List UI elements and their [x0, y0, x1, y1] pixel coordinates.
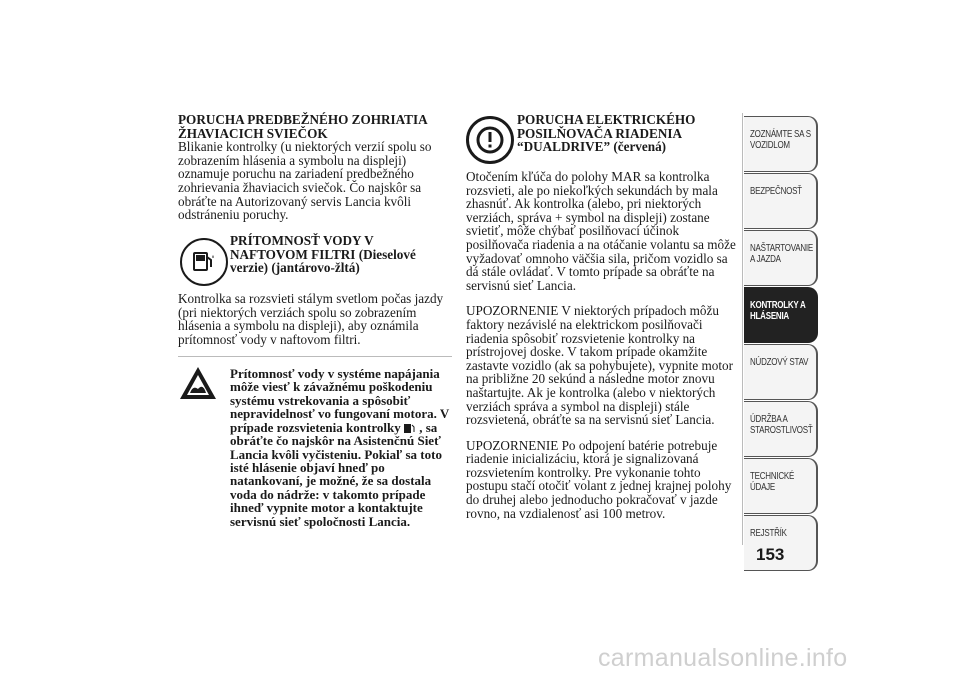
water-filter-block: [178, 292, 452, 346]
steering-warning-icon: [466, 116, 514, 164]
tab-nastartovanie[interactable]: [744, 230, 818, 286]
water-filter-text: Kontrolka sa rozsvieti stálym svetlom počas jazdy (pri niektorých verziách spolu so zobrazením hlásenia a symbolu na displeji), aby oznámila prítomnosť vody v naftovom filtri.: [178, 291, 444, 347]
tab-bezpecnost[interactable]: [744, 173, 818, 229]
tab-label: BEZPEČNOSŤ: [750, 186, 802, 197]
warning-box: [178, 356, 452, 528]
glow-plug-text: Blikanie kontrolky (u niektorých verzií spolu so zobrazením hlásenia a symbolu na displeji) oznamuje poruchu na zariadení predbežného zohrievania žhaviacich sviečok. Čo najskôr sa obráťte na Autorizovaný servis Lancia kvôli odstráneniu poruchy.: [178, 139, 432, 223]
steering-text-3: UPOZORNENIE Po odpojení batérie potrebuje riadenie inicializáciu, ktorá je signalizovaná rozsvietením kontrolky. Pre vykonanie tohto postupu stačí otočiť volant z jednej krajnej polohy do druhej alebo jednoducho pokračovať v jazde rovno, na vzdialenosť asi 100 metrov.: [466, 437, 732, 521]
tabs-divider: [742, 113, 743, 545]
tab-kontrolky[interactable]: [744, 287, 818, 343]
tab-label: NAŠTARTOVANIE A JAZDA: [750, 243, 813, 265]
warning-text-part-b: , sa obráťte čo najskôr na Asistenčnú Sieť Lancia kvôli vyčisteniu. Pokiaľ sa toto isté hlásenie objaví hneď po natankovaní, je možné, že sa dostala voda do nádrže: v takomto prípade ihneď vypnite motor a kontaktujte servisnú sieť spoločnosti Lancia.: [230, 419, 442, 529]
warning-text-a: [178, 367, 452, 528]
water-filter-heading: PRÍTOMNOSŤ VODY V NAFTOVOM FILTRI (Dieselové verzie) (jantárovo-žltá): [230, 233, 416, 276]
chapter-tabs: [744, 116, 818, 572]
tab-label: KONTROLKY A HLÁSENIA: [750, 300, 806, 322]
tab-zoznamte[interactable]: [744, 116, 818, 172]
tab-technicke[interactable]: [744, 458, 818, 514]
steering-heading: PORUCHA ELEKTRICKÉHO POSILŇOVAČA RIADENIA “DUALDRIVE” (červená): [517, 112, 696, 155]
glow-plug-heading: PORUCHA PREDBEŽNÉHO ZOHRIATIA ŽHAVIACICH SVIEČOK: [178, 112, 427, 141]
tab-label: TECHNICKÉ ÚDAJE: [750, 471, 795, 493]
water-filter-heading-block: [230, 234, 450, 275]
tab-nudzovy[interactable]: [744, 344, 818, 400]
watermark: carmanualsonline.info: [598, 644, 848, 672]
tab-label: NÚDZOVÝ STAV: [750, 357, 809, 368]
warning-text-part-a: Prítomnosť vody v systéme napájania môže viesť k závažnému poškodeniu systému vstrekovania a spôsobiť nepravidelnosť vo fungovaní motora. V prípade rozsvietenia kontrolky: [230, 366, 450, 435]
middle-column: [466, 170, 736, 520]
tab-udrzba[interactable]: [744, 401, 818, 457]
steering-heading-block: [517, 113, 737, 154]
page-number: 153: [756, 545, 785, 564]
left-column: [178, 113, 452, 222]
tab-label: REJSTŘÍK: [750, 528, 787, 539]
steering-text-1: Otočením kľúča do polohy MAR sa kontrolka rozsvieti, ale po niekoľkých sekundách by mala zhasnúť. Ak kontrolka (alebo, pri niektorých verziách, správa + symbol na displeji) zostane svietiť, môže chýbať posilňovací účinok posilňovača riadenia a na otáčanie volantu sa môže vyžadovať omnoho väčšia sila, pričom vozidlo sa dá stále ovládať. V tomto prípade sa obráťte na servisnú sieť Lancia.: [466, 169, 736, 293]
tab-label: ZOZNÁMTE SA S VOZIDLOM: [750, 129, 811, 151]
warning-triangle-icon: [178, 365, 218, 401]
steering-text-2: UPOZORNENIE V niektorých prípadoch môžu faktory nezávislé na elektrickom posilňovači riadenia spôsobiť rozsvietenie kontrolky na prístrojovej doske. V takom prípade okamžite zastavte vozidlo (ak sa pohybujete), vypnite motor na približne 20 sekúnd a následne motor znovu naštartujte. Ak je kontrolka (alebo v niektorých verziách správa a symbol na displeji) stále rozsvietená, obráťte sa na servisnú sieť Lancia.: [466, 303, 733, 428]
tab-label: ÚDRŽBA A STAROSTLIVOSŤ: [750, 414, 813, 436]
water-in-fuel-icon: [180, 238, 228, 286]
